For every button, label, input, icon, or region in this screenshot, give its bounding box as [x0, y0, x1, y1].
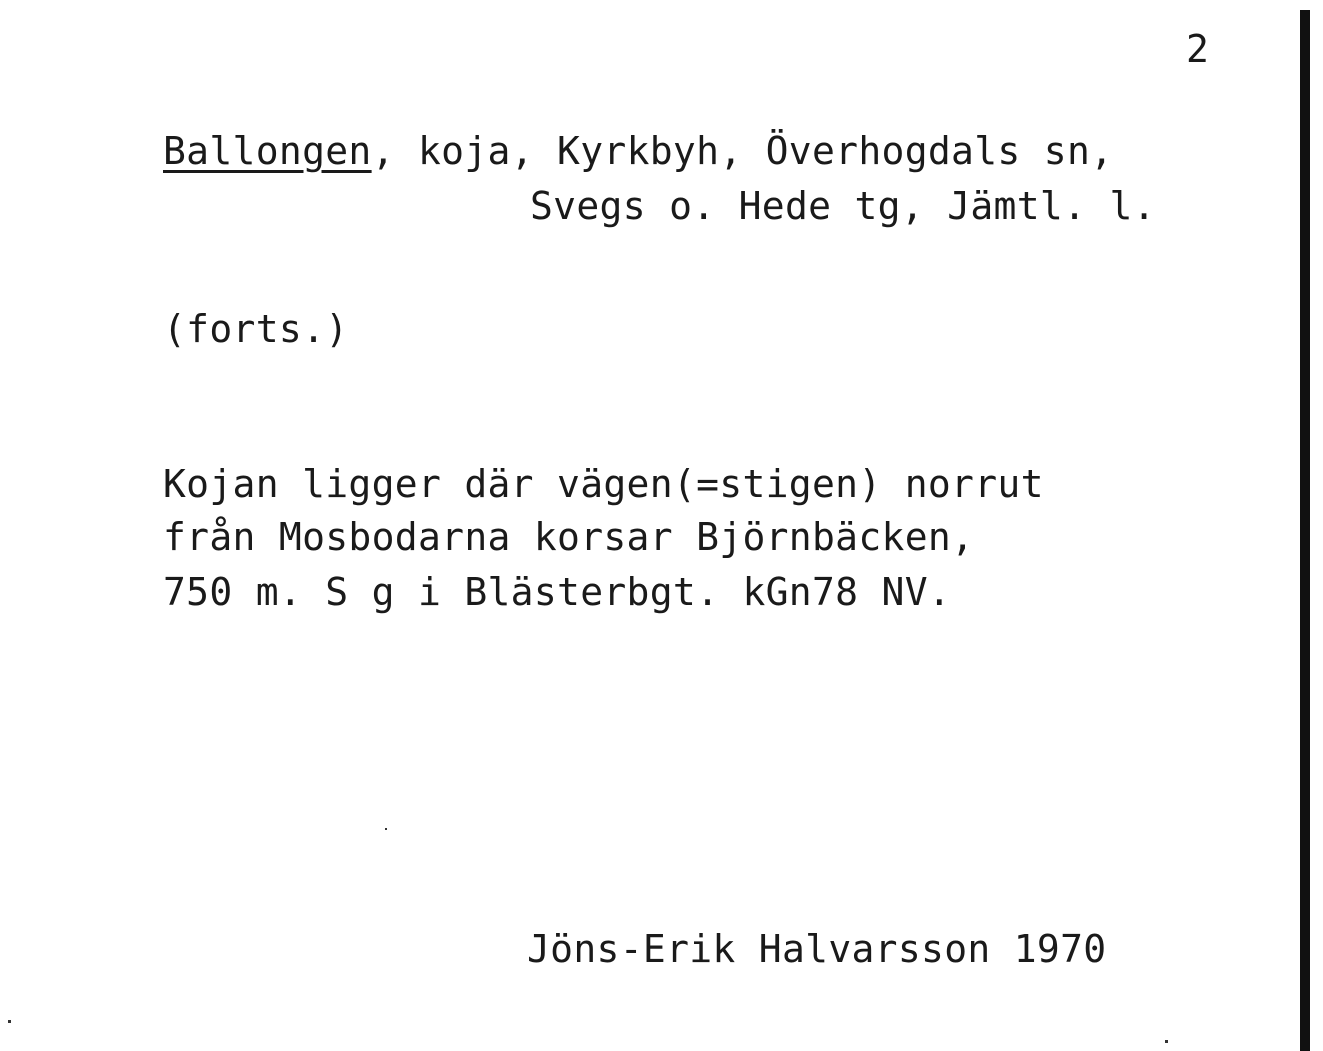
continuation-note: (forts.) — [163, 307, 349, 351]
body-line-1: Kojan ligger där vägen(=stigen) norrut — [163, 462, 1044, 506]
page-number: 2 — [1186, 27, 1209, 71]
body-line-3: 750 m. S g i Blästerbgt. kGn78 NV. — [163, 570, 952, 614]
scan-speck — [385, 828, 387, 830]
body-line-2: från Mosbodarna korsar Björnbäcken, — [163, 515, 975, 559]
place-name: Ballongen — [163, 129, 372, 173]
place-description: , koja, Kyrkbyh, Överhogdals sn, — [371, 129, 1114, 173]
header-line-2: Svegs o. Hede tg, Jämtl. l. — [530, 184, 1156, 228]
scan-speck — [1165, 1040, 1168, 1043]
signature: Jöns-Erik Halvarsson 1970 — [527, 927, 1107, 971]
header-line-1 — [163, 129, 1114, 173]
card-edge-line — [1300, 10, 1310, 1051]
scan-speck — [8, 1020, 11, 1023]
